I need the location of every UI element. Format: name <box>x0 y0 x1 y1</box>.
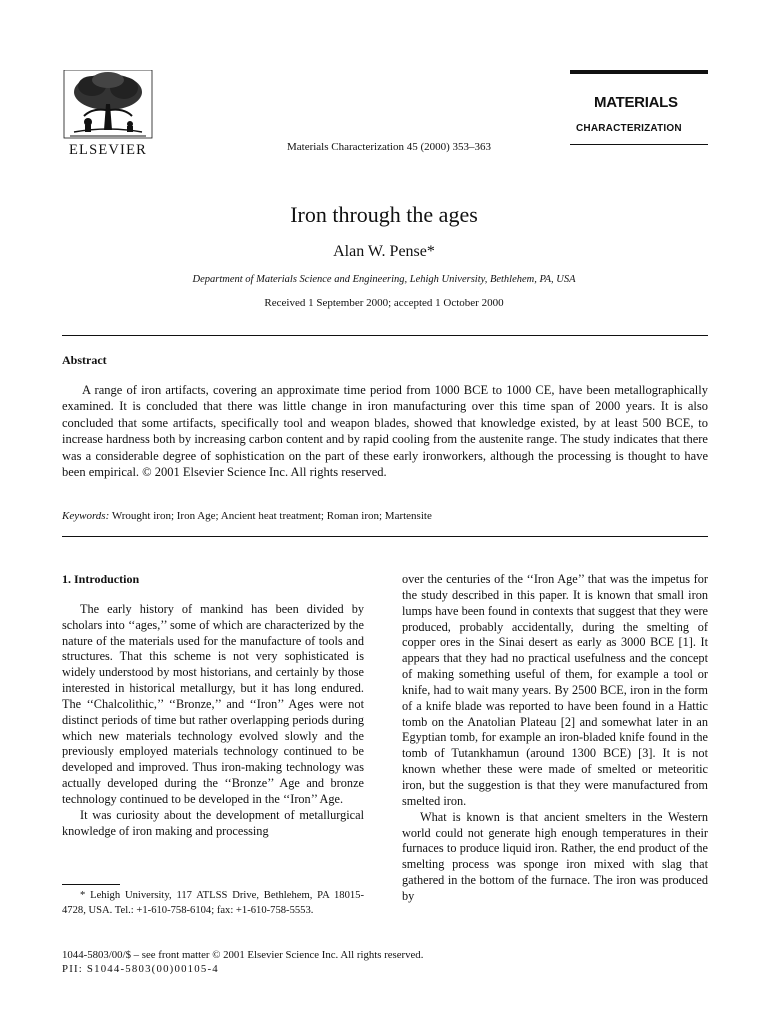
received-dates: Received 1 September 2000; accepted 1 October 2000 <box>264 297 504 309</box>
intro-paragraph-2-start: It was curiosity about the development of metallurgical knowledge of iron making and processing <box>62 807 364 838</box>
intro-paragraph-1: The early history of mankind has been divided by scholars into ‘‘ages,’’ some of which are characterized by the nature of the materials used for the manufacture of tools and structures. That this scheme is not very sophisticated is widely understood by most historians, and certainly by those interested in historical metallurgy, but it has long endured. The ‘‘Chalcolithic,’’ ‘‘Bronze,’’ and ‘‘Iron’’ Ages were not distinct periods of time but rather overlapping periods during which new materials technology evolved slowly and the previously employed materials technology continued to be developed and improved. Thus iron-making technology was actually developed during the ‘‘Bronze’’ Age and bronze technology continued to be developed in the ‘‘Iron’’ Age. <box>62 601 364 806</box>
abstract-body: A range of iron artifacts, covering an approximate time period from 1000 BCE to 1000 CE, have been metallographically examined. It is concluded that there was little change in iron manufacturing over this time span of 2000 years. It is also concluded that some artifacts, specifically tool and weapon blades, showed that knowledge existed, by at least 500 BCE, to increase hardness both by increasing carbon content and by rapid cooling from the austenite range. The study indicates that there was a considerable degree of sophistication on the part of these early ironworkers, although the processing is thought to have been empirical. © 2001 Elsevier Science Inc. All rights reserved. <box>62 383 708 480</box>
author-footnote: * Lehigh University, 117 ATLSS Drive, Bethlehem, PA 18015-4728, USA. Tel.: +1-610-758-6104; fax: +1-610-758-5553. <box>62 890 364 916</box>
brand-rule-top <box>570 70 708 74</box>
journal-reference: Materials Characterization 45 (2000) 353–363 <box>286 141 492 153</box>
journal-brand-subtitle: CHARACTERIZATION <box>576 123 682 134</box>
article-title: Iron through the ages <box>290 202 478 227</box>
abstract-heading: Abstract <box>62 353 107 367</box>
divider-top <box>62 335 708 336</box>
intro-paragraph-2-continued: over the centuries of the ‘‘Iron Age’’ that was the impetus for the study described in this paper. It is known that small iron lumps have been found in contexts that suggest that they were produced, probably accidentally, during the smelting of copper ores in the Sinai desert as early as 3000 BCE [1]. It appears that they had no practical usefulness and the concept of making something useful of them, for example a tool or knife, had to wait many years. By 2500 BCE, iron in the form of a knife blade was reported to have been found in a Hattic tomb on the Anatolian Plateau [2] and somewhat later in an Egyptian tomb, for example an iron-bladed knife found in the tomb of Tutankhamun (around 1300 BCE) [3]. It is not known whether these were made of smelted or meteoritic iron, but the suggestion is that they were manufactured from smelted iron. <box>402 572 708 808</box>
author-affiliation: Department of Materials Science and Engineering, Lehigh University, Bethlehem, PA, USA <box>192 274 576 285</box>
copyright-line: 1044-5803/00/$ – see front matter © 2001 Elsevier Science Inc. All rights reserved. <box>62 949 424 961</box>
journal-brand <box>570 70 708 145</box>
pii-line: PII: S1044-5803(00)00105-4 <box>62 963 219 975</box>
column-right <box>402 572 708 905</box>
section-heading-introduction: 1. Introduction <box>62 572 140 586</box>
divider-bottom <box>62 536 708 537</box>
front-matter <box>62 948 423 976</box>
intro-paragraph-3: What is known is that ancient smelters in the Western world could not generate high enough temperatures in their furnaces to produce liquid iron. Rather, the end product of the smelting process was sponge iron mixed with slag that gathered in the bottom of the furnace. The iron was produced by <box>402 809 708 903</box>
column-left <box>62 572 364 840</box>
footnote-rule <box>62 884 120 885</box>
elsevier-tree-logo-icon <box>62 70 154 140</box>
keywords <box>62 510 708 522</box>
keywords-list: Wrought iron; Iron Age; Ancient heat treatment; Roman iron; Martensite <box>111 510 432 522</box>
article-author: Alan W. Pense* <box>333 243 435 260</box>
publisher-name: ELSEVIER <box>68 142 148 158</box>
brand-rule-bottom <box>570 144 708 145</box>
keywords-label: Keywords: <box>62 510 110 522</box>
journal-brand-title: MATERIALS <box>594 94 678 111</box>
